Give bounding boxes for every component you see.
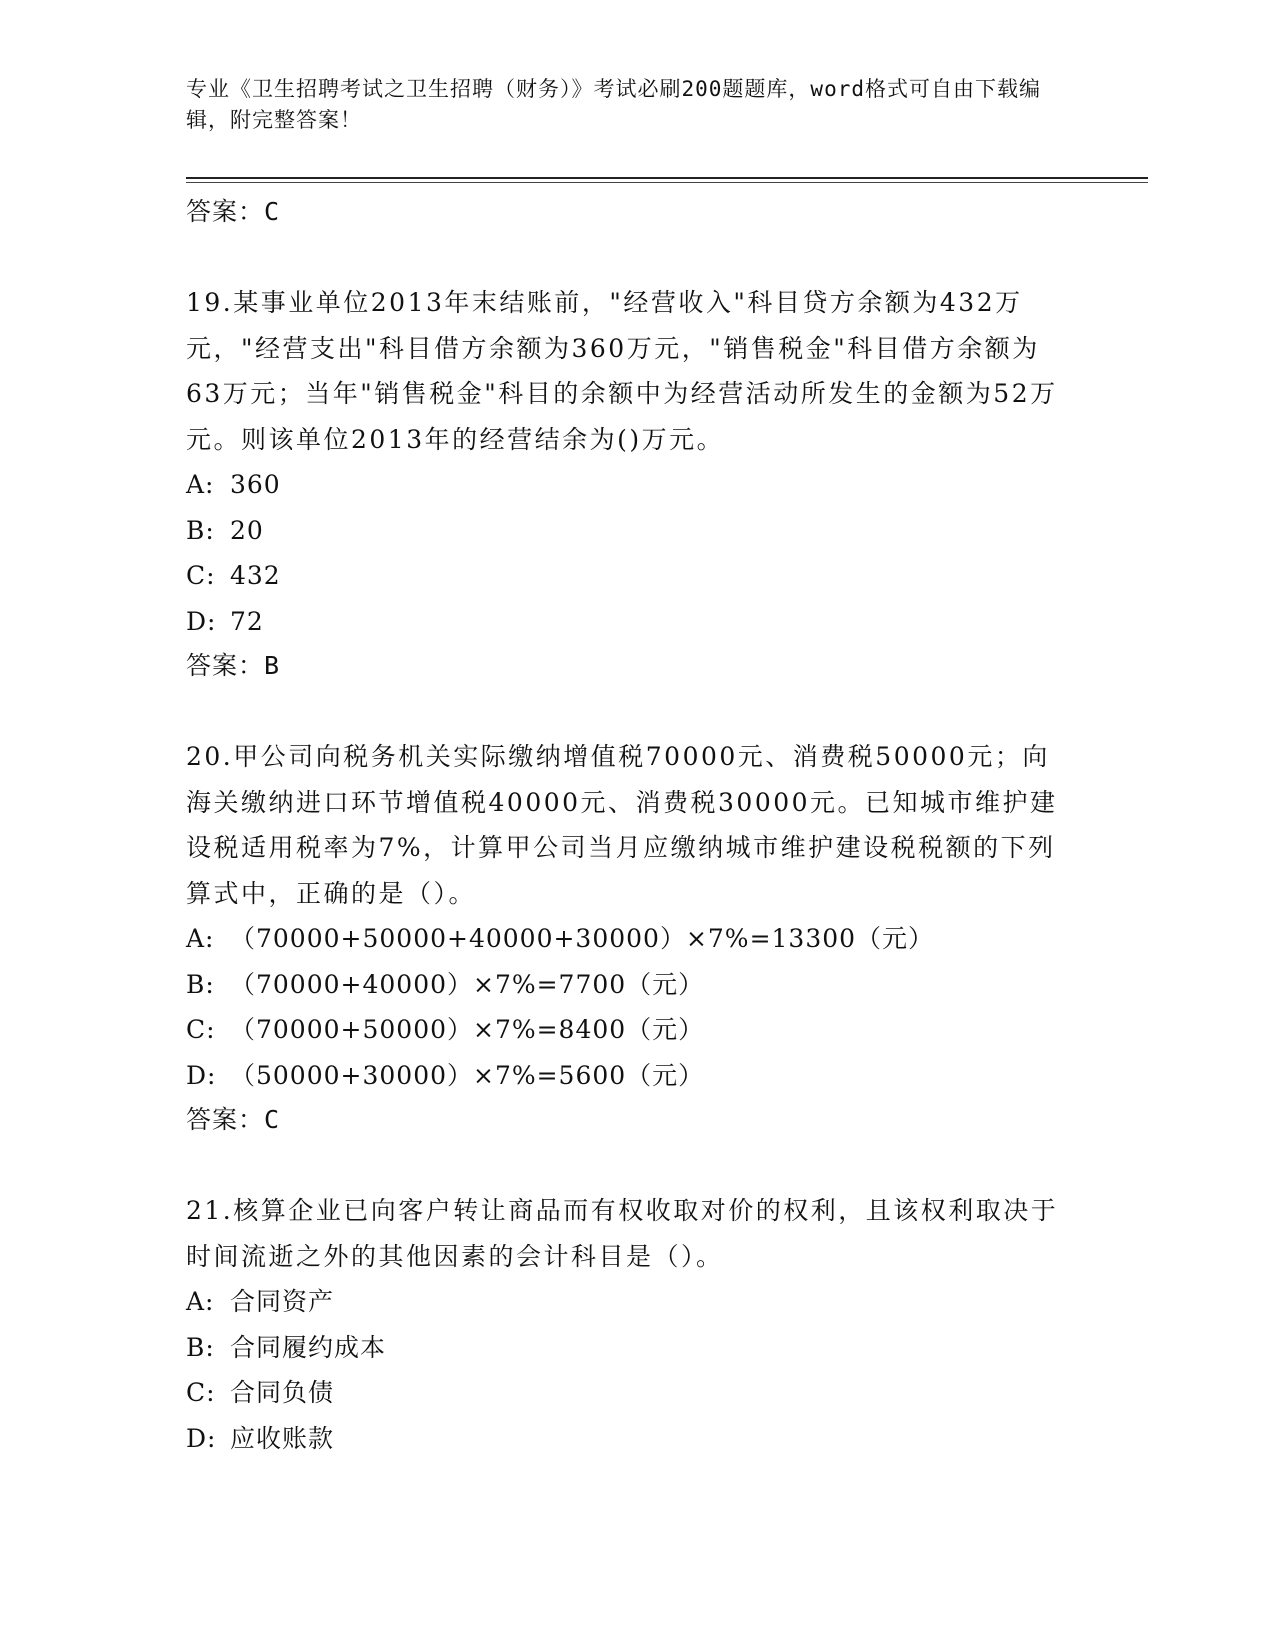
option-b [186,508,1086,554]
option-value: 20 [230,515,264,545]
option-d [186,1053,1086,1099]
option-value: 72 [230,606,264,636]
option-a [186,462,1086,508]
question-20 [186,734,1086,1142]
question-answer: 答案：B [186,651,281,680]
question-21 [186,1188,1086,1461]
question-text: 20.甲公司向税务机关实际缴纳增值税70000元、消费税50000元；向海关缴纳进口环节增值税40000元、消费税30000元。已知城市维护建设税适用税率为7%，计算甲公司当月应缴纳城市维护建设税税额的下列算式中，正确的是（）。 [186,742,1058,908]
question-answer: 答案：C [186,1105,281,1134]
option-c [186,1370,1086,1416]
option-value: 合同履约成本 [230,1332,387,1362]
previous-answer: 答案：C [186,197,281,226]
option-key: C: [186,1015,216,1044]
option-d [186,1416,1086,1462]
option-key: D: [186,1423,217,1453]
option-key: C: [186,561,216,590]
option-c [186,1007,1086,1053]
option-key: B: [186,515,215,545]
option-value: （50000+30000）×7%=5600（元） [230,1060,705,1090]
option-b [186,962,1086,1008]
option-value: 合同负债 [230,1378,335,1407]
option-key: D: [186,606,217,636]
option-key: A: [186,470,215,499]
option-b [186,1325,1086,1371]
document-content [186,190,1086,1461]
option-value: 360 [230,470,281,499]
option-value: （70000+50000）×7%=8400（元） [230,1015,705,1044]
option-a [186,1279,1086,1325]
option-a [186,916,1086,962]
option-key: B: [186,1332,215,1362]
option-key: D: [186,1060,217,1090]
option-c [186,553,1086,599]
option-key: C: [186,1378,216,1407]
question-text: 21.核算企业已向客户转让商品而有权收取对价的权利，且该权利取决于时间流逝之外的其他因素的会计科目是（）。 [186,1196,1059,1271]
header-divider-thick [186,177,1148,179]
option-d [186,599,1086,645]
option-value: 应收账款 [230,1423,335,1453]
option-key: A: [186,1287,215,1316]
header-title: 专业《卫生招聘考试之卫生招聘（财务）》考试必刷200题题库，word格式可自由下载编辑，附完整答案！ [186,77,1041,132]
option-value: 432 [230,561,281,590]
question-text: 19.某事业单位2013年末结账前，"经营收入"科目贷方余额为432万元，"经营支出"科目借方余额为360万元，"销售税金"科目借方余额为63万元；当年"销售税金"科目的余额中为经营活动所发生的金额为52万元。则该单位2013年的经营结余为()万元。 [186,288,1058,454]
option-key: B: [186,969,215,999]
option-value: 合同资产 [230,1287,335,1316]
option-value: （70000+50000+40000+30000）×7%=13300（元） [230,924,935,953]
option-value: （70000+40000）×7%=7700（元） [230,969,705,999]
option-key: A: [186,924,215,953]
question-19 [186,280,1086,688]
header-divider-thin [186,182,1148,183]
